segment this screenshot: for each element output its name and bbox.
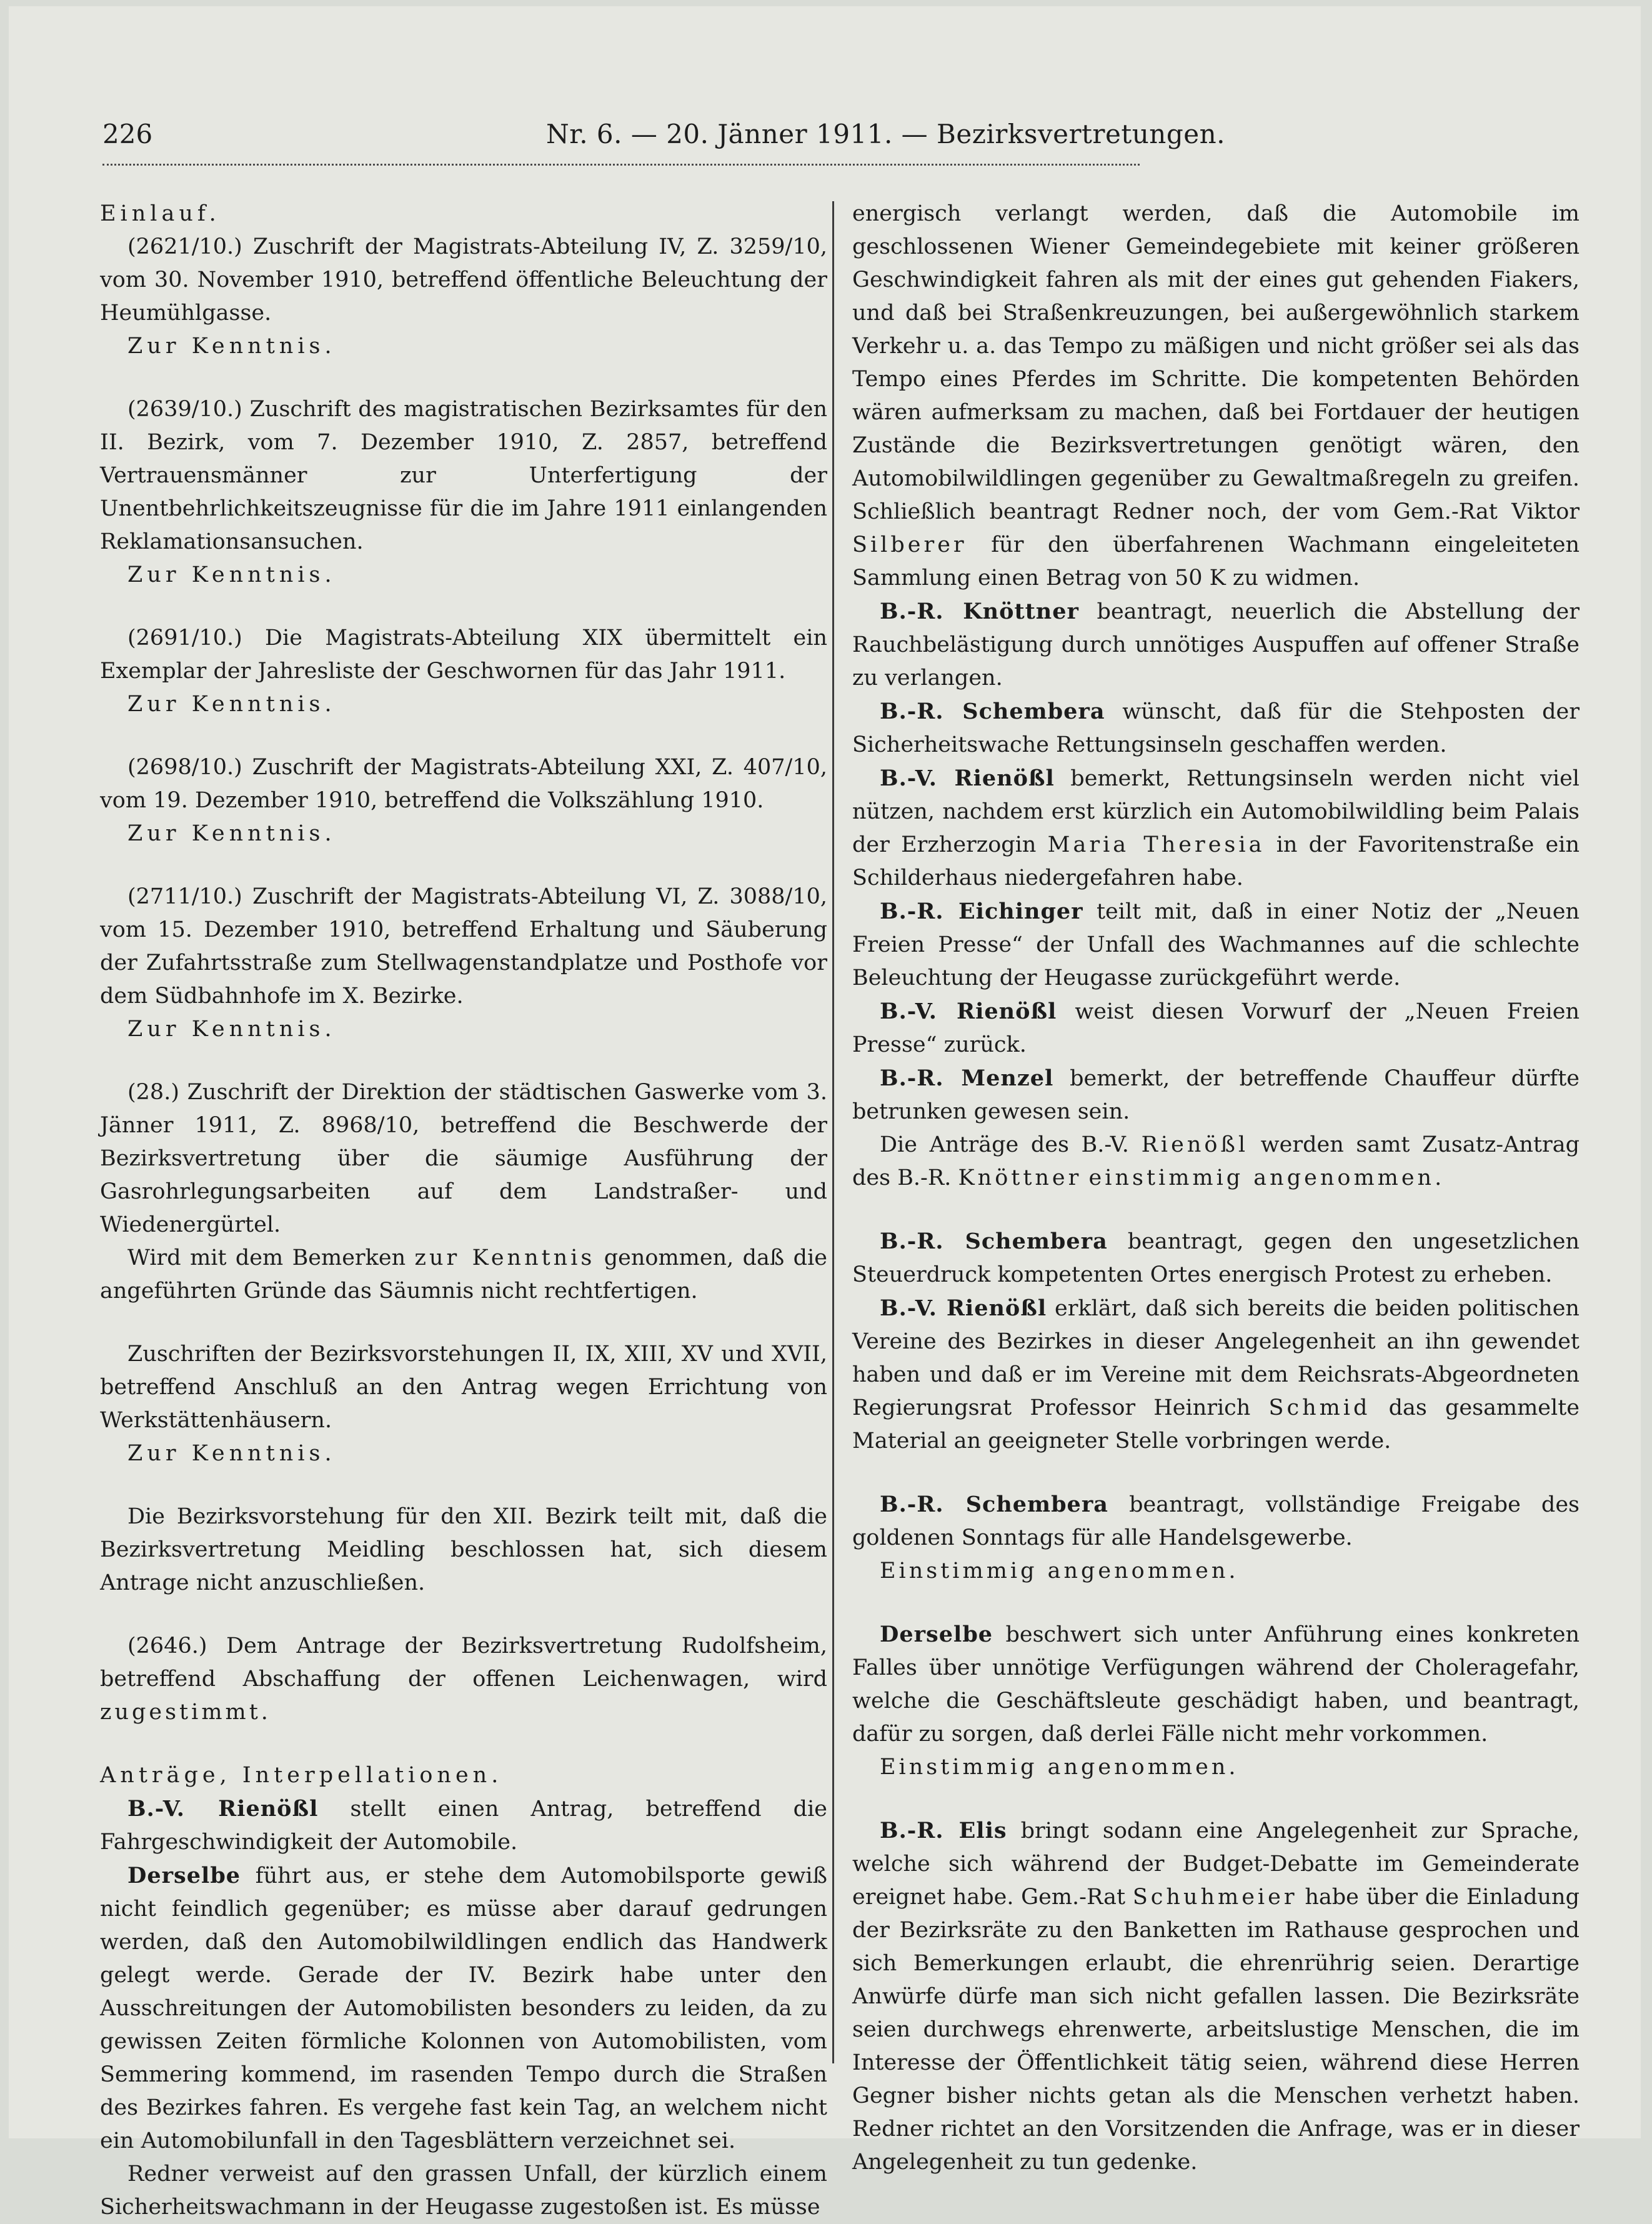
person-name: Knöttner [958,1165,1082,1190]
speech-paragraph [852,1618,1580,1751]
entry-paragraph [100,1630,827,1729]
resolution-line: Einstimmig angenommen. [880,1558,1239,1583]
speaker-name: B.-V. Rienößl [880,1295,1047,1321]
resolution-emphasis: zur Kenntnis [414,1245,595,1270]
entry-resolution: Zur Kenntnis. [127,821,336,846]
person-name: Schuhmeier [1132,1885,1298,1910]
speech-text: bringt sodann eine Angelegenheit zur Sprache, welche sich während der Budget-Debatte im Gemeinderate ereignet habe. Gem.-Rat [852,1818,1580,1910]
entry-paragraph: (2711/10.) Zuschrift der Magistrats-Abteilung VI, Z. 3088/10, vom 15. Dezember 1910, betreffend Erhaltung und Säuberung der Zufahrtsstraße zum Stellwagenstandplatze und Posthofe vor dem Südbahnhofe im X. Bezirke. [100,884,827,1009]
entry-resolution: Zur Kenntnis. [127,1017,336,1042]
column-divider [832,201,834,2063]
left-column [100,197,827,2224]
speech-text: beschwert sich unter Anführung eines konkreten Falles über unnötige Verfügungen während der Choleragefahr, welche die Geschäftsleute geschädigt haben, und beantragt, dafür zu sorgen, daß derlei Fälle nicht mehr vorkommen. [852,1622,1580,1747]
entry-resolution-paragraph [100,1242,827,1308]
speech-text: das gesammelte Material an geeigneter Stelle vorbringen werde. [852,1395,1580,1454]
resolution-text: Wird mit dem Bemerken [127,1245,406,1270]
speaker-name: B.-R. Knöttner [880,599,1079,624]
speech-text: weist diesen Vorwurf der „Neuen Freien Presse“ zurück. [852,999,1580,1057]
speaker-name: B.-R. Schembera [880,1229,1108,1254]
speech-paragraph [852,695,1580,762]
page-number: 226 [102,119,153,149]
section-heading-einlauf: Einlauf. [100,201,221,226]
entry-resolution: Zur Kenntnis. [127,334,336,359]
speech-paragraph [852,1225,1580,1292]
speaker-name: B.-V. Rienößl [127,1796,319,1822]
running-title: Nr. 6. — 20. Jänner 1911. — Bezirksvertretungen. [546,119,1225,149]
entry-resolution: Zur Kenntnis. [127,1441,336,1466]
speech-paragraph [100,1792,827,1859]
speech-paragraph: Redner verweist auf den grassen Unfall, der kürzlich einem Sicherheitswachmann in der Heugasse zugestoßen ist. Es müsse [100,2162,827,2220]
speech-text: erklärt, daß sich bereits die beiden politischen Vereine des Bezirkes in dieser Angelegenheit an ihn gewendet haben und daß er im Vereine mit dem Reichsrats-Abgeordneten Regierungsrat Professor Heinrich [852,1296,1580,1420]
speech-paragraph [852,895,1580,995]
speech-paragraph [852,197,1580,595]
person-name: Maria Theresia [1047,832,1265,857]
speech-text: wünscht, daß für die Stehposten der Sicherheitswache Rettungsinseln geschaffen werden. [852,699,1580,757]
speech-paragraph [852,1814,1580,2179]
speaker-name: B.-R. Schembera [880,1492,1108,1517]
speech-paragraph [852,1292,1580,1458]
speech-paragraph [852,995,1580,1062]
resolution-emphasis: zugestimmt. [100,1700,271,1725]
resolution-text: werden samt Zusatz-Antrag des B.-R. [852,1132,1580,1190]
resolution-line: Einstimmig angenommen. [880,1755,1239,1780]
speaker-name: B.-R. Eichinger [880,899,1083,924]
speech-paragraph [852,762,1580,895]
right-column [852,197,1580,2179]
speaker-name: B.-V. Rienößl [880,765,1055,791]
speech-text: führt aus, er stehe dem Automobilsporte gewiß nicht feindlich gegenüber; es müsse aber darauf gedrungen werden, daß den Automobilwildlingen endlich das Handwerk gelegt werde. Gerade der IV. Bezirk habe unter den Ausschreitungen der Automobilisten besonders zu leiden, da zu gewissen Zeiten förmliche Kolonnen von Automobilisten, vom Semmering kommend, im rasenden Tempo durch die Straßen des Bezirkes fahren. Es vergehe fast kein Tag, an welchem nicht ein Automobilunfall in den Tagesblättern verzeichnet sei. [100,1863,827,2153]
entry-paragraph: (28.) Zuschrift der Direktion der städtischen Gaswerke vom 3. Jänner 1911, Z. 8968/10, betreffend die Beschwerde der Bezirksvertretung über die säumige Ausführung der Gasrohrlegungsarbeiten auf dem Landstraßer- und Wiedenergürtel. [100,1080,827,1237]
speech-paragraph [852,1488,1580,1555]
speech-paragraph [100,1859,827,2158]
entry-paragraph: Die Bezirksvorstehung für den XII. Bezirk teilt mit, daß die Bezirksvertretung Meidling beschlossen hat, sich diesem Antrage nicht anzuschließen. [100,1504,827,1595]
section-heading-antraege: Anträge, Interpellationen. [100,1763,503,1788]
person-name: Silberer [852,532,967,557]
entry-resolution: Zur Kenntnis. [127,692,336,717]
speech-text: in der Favoritenstraße ein Schilderhaus niedergefahren habe. [852,832,1580,890]
resolution-text: Die Anträge des B.-V. [880,1132,1129,1157]
speaker-name: B.-R. Menzel [880,1065,1054,1091]
entry-text: (2646.) Dem Antrage der Bezirksvertretung Rudolfsheim, betreffend Abschaffung der offenen Leichenwagen, wird [100,1633,827,1692]
resolution-paragraph [852,1129,1580,1195]
resolution-emphasis: einstimmig angenommen. [1088,1165,1445,1190]
speech-text: stellt einen Antrag, betreffend die Fahrgeschwindigkeit der Automobile. [100,1797,827,1855]
resolution-text: genommen, daß die angeführten Gründe das Säumnis nicht rechtfertigen. [100,1245,827,1304]
speech-text: beantragt, gegen den ungesetzlichen Steuerdruck kompetenten Ortes energisch Protest zu erheben. [852,1229,1580,1287]
entry-paragraph: (2698/10.) Zuschrift der Magistrats-Abteilung XXI, Z. 407/10, vom 19. Dezember 1910, betreffend die Volkszählung 1910. [100,755,827,813]
person-name: Rienößl [1141,1132,1249,1157]
speaker-name: B.-R. Elis [880,1818,1007,1843]
entry-paragraph: (2639/10.) Zuschrift des magistratischen Bezirksamtes für den II. Bezirk, vom 7. Dezember 1910, Z. 2857, betreffend Vertrauensmänner zur Unterfertigung der Unentbehrlichkeitszeugnisse für die im Jahre 1911 einlangenden Reklamationsansuchen. [100,397,827,554]
newspaper-page [9,6,1641,2220]
speaker-name: B.-R. Schembera [880,699,1105,724]
person-name: Schmid [1268,1395,1371,1420]
speech-text: bemerkt, der betreffende Chauffeur dürfte betrunken gewesen sein. [852,1066,1580,1124]
speech-text: für den überfahrenen Wachmann eingeleiteten Sammlung einen Betrag von 50 K zu widmen. [852,532,1580,591]
speech-text: bemerkt, Rettungsinseln werden nicht viel nützen, nachdem erst kürzlich ein Automobilwildling beim Palais der Erzherzogin [852,766,1580,857]
header-rule [102,164,1140,166]
speech-text: teilt mit, daß in einer Notiz der „Neuen Freien Presse“ der Unfall des Wachmannes auf die schlechte Beleuchtung der Heugasse zurückgeführt werde. [852,899,1580,990]
speech-paragraph [852,595,1580,695]
speaker-name: B.-V. Rienößl [880,999,1057,1024]
speech-text: habe über die Einladung der Bezirksräte zu den Banketten im Rathause gesprochen und sich Bemerkungen erlaubt, die ehrenrührig seien. Derartige Anwürfe dürfe man sich nicht gefallen lassen. Die Bezirksräte seien durchwegs ehrenwerte, arbeitslustige Menschen, die im Interesse der Öffentlichkeit tätig seien, während diese Herren Gegner bisher nichts getan als die Menschen verhetzt haben. Redner richtet an den Vorsitzenden die Anfrage, was er in dieser Angelegenheit zu tun gedenke. [852,1885,1580,2175]
speech-paragraph [852,1062,1580,1129]
speech-text: beantragt, neuerlich die Abstellung der Rauchbelästigung durch unnötiges Auspuffen auf offener Straße zu verlangen. [852,599,1580,691]
page-header [102,119,1225,156]
entry-resolution: Zur Kenntnis. [127,562,336,587]
speech-text: energisch verlangt werden, daß die Automobile im geschlossenen Wiener Gemeindegebiete mit keiner größeren Geschwindigkeit fahren als mit der eines gut gehenden Fiakers, und daß bei Straßenkreuzungen, bei außergewöhnlich starkem Verkehr u. a. das Tempo zu mäßigen und nicht größer sei als das Tempo eines Pferdes im Schritte. Die kompetenten Behörden wären aufmerksam zu machen, daß bei Fortdauer der heutigen Zustände die Bezirksvertretungen genötigt wären, den Automobilwildlingen gegenüber zu Gewaltmaßregeln zu greifen. Schließlich beantragt Redner noch, der vom Gem.-Rat Viktor [852,201,1580,524]
entry-paragraph: (2621/10.) Zuschrift der Magistrats-Abteilung IV, Z. 3259/10, vom 30. November 1910, betreffend öffentliche Beleuchtung der Heumühlgasse. [100,234,827,326]
speaker-name: Derselbe [127,1863,241,1888]
entry-paragraph: Zuschriften der Bezirksvorstehungen II, IX, XIII, XV und XVII, betreffend Anschluß an den Antrag wegen Errichtung von Werkstättenhäusern. [100,1342,827,1433]
speaker-name: Derselbe [880,1622,993,1647]
entry-paragraph: (2691/10.) Die Magistrats-Abteilung XIX übermittelt ein Exemplar der Jahresliste der Geschwornen für das Jahr 1911. [100,626,827,684]
speech-text: beantragt, vollständige Freigabe des goldenen Sonntags für alle Handelsgewerbe. [852,1492,1580,1550]
